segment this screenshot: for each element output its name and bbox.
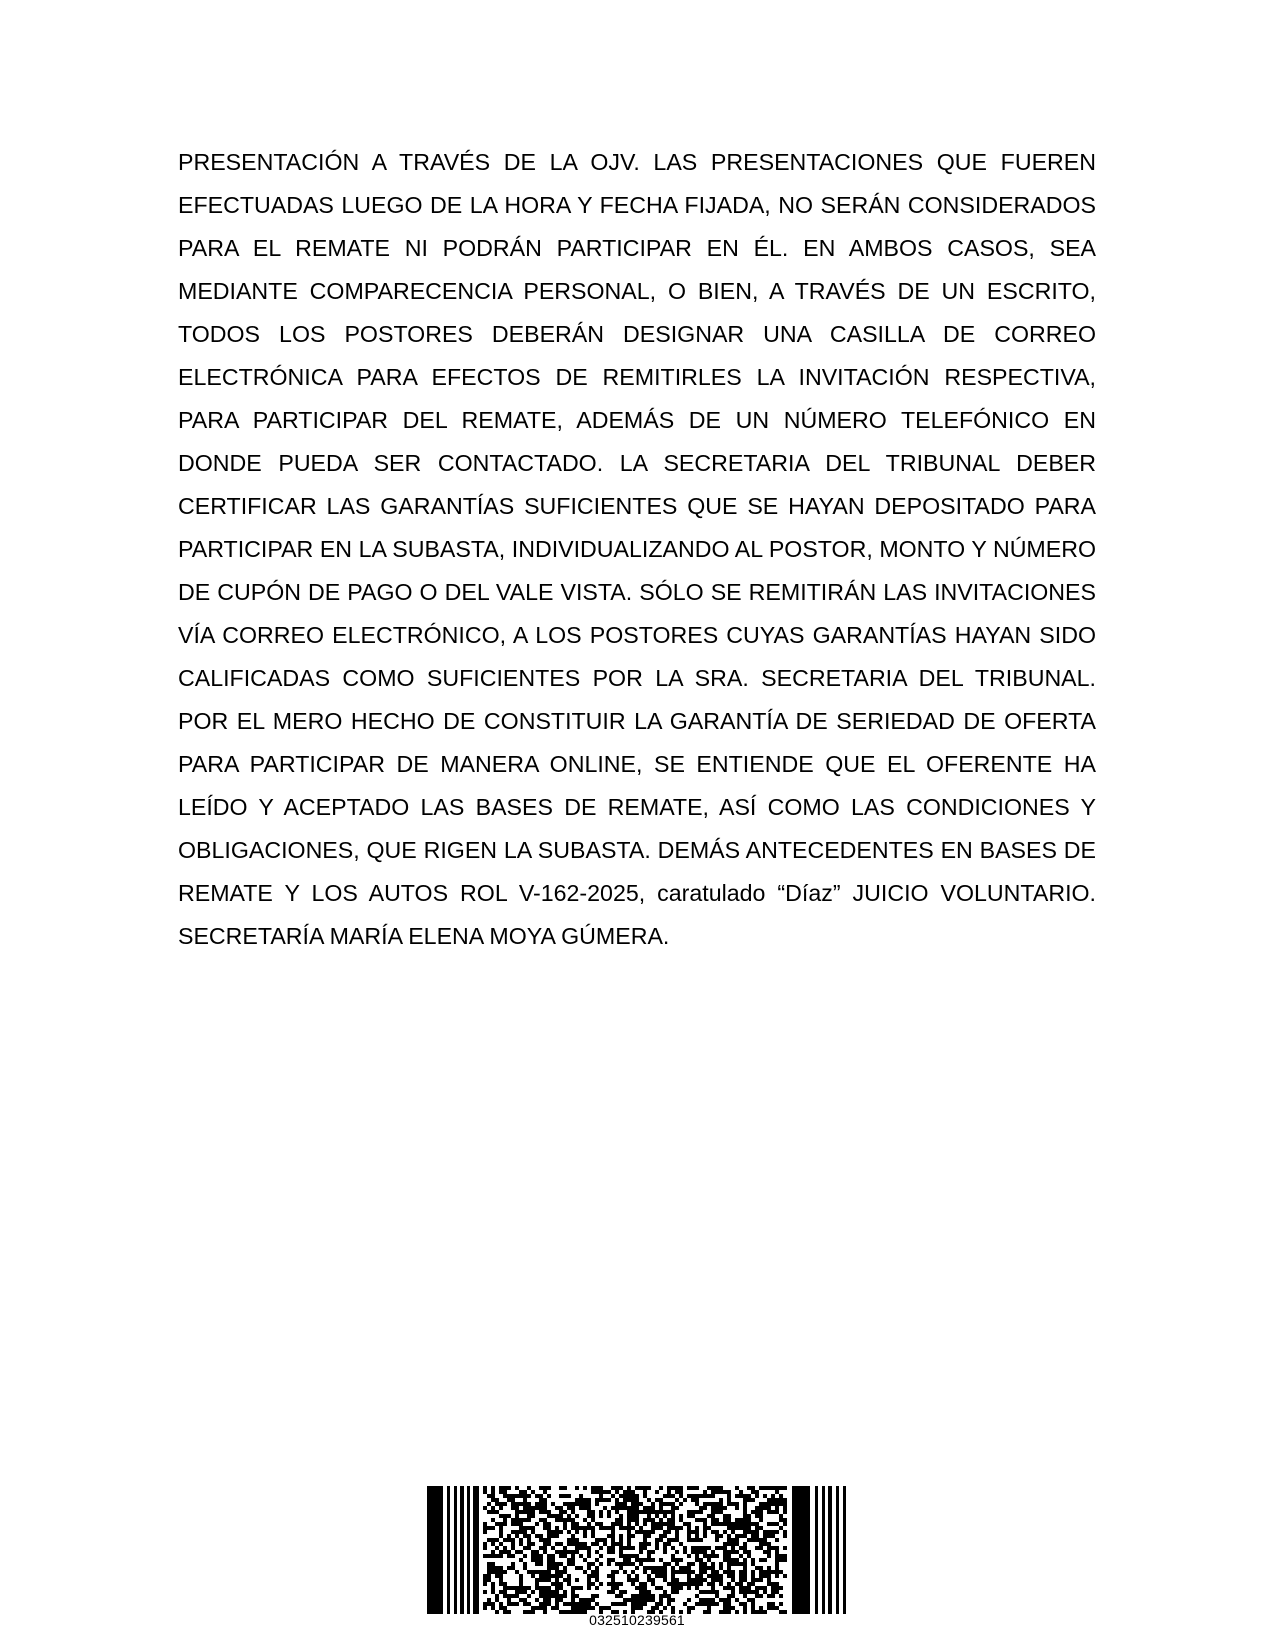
- pdf417-barcode-icon: [427, 1486, 847, 1616]
- body-paragraph: PRESENTACIÓN A TRAVÉS DE LA OJV. LAS PRESENTACIONES QUE FUEREN EFECTUADAS LUEGO DE LA HORA Y FECHA FIJADA, NO SERÁN CONSIDERADOS PARA EL REMATE NI PODRÁN PARTICIPAR EN ÉL. EN AMBOS CASOS, SEA MEDIANTE COMPARECENCIA PERSONAL, O BIEN, A TRAVÉS DE UN ESCRITO, TODOS LOS POSTORES DEBERÁN DESIGNAR UNA CASILLA DE CORREO ELECTRÓNICA PARA EFECTOS DE REMITIRLES LA INVITACIÓN RESPECTIVA, PARA PARTICIPAR DEL REMATE, ADEMÁS DE UN NÚMERO TELEFÓNICO EN DONDE PUEDA SER CONTACTADO. LA SECRETARIA DEL TRIBUNAL DEBER CERTIFICAR LAS GARANTÍAS SUFICIENTES QUE SE HAYAN DEPOSITADO PARA PARTICIPAR EN LA SUBASTA, INDIVIDUALIZANDO AL POSTOR, MONTO Y NÚMERO DE CUPÓN DE PAGO O DEL VALE VISTA. SÓLO SE REMITIRÁN LAS INVITACIONES VÍA CORREO ELECTRÓNICO, A LOS POSTORES CUYAS GARANTÍAS HAYAN SIDO CALIFICADAS COMO SUFICIENTES POR LA SRA. SECRETARIA DEL TRIBUNAL. POR EL MERO HECHO DE CONSTITUIR LA GARANTÍA DE SERIEDAD DE OFERTA PARA PARTICIPAR DE MANERA ONLINE, SE ENTIENDE QUE EL OFERENTE HA LEÍDO Y ACEPTADO LAS BASES DE REMATE, ASÍ COMO LAS CONDICIONES Y OBLIGACIONES, QUE RIGEN LA SUBASTA. DEMÁS ANTECEDENTES EN BASES DE REMATE Y LOS AUTOS ROL V-162-2025, caratulado “Díaz” JUICIO VOLUNTARIO. SECRETARÍA MARÍA ELENA MOYA GÚMERA.: [178, 149, 1096, 949]
- barcode-number: 032510239561: [589, 1612, 685, 1628]
